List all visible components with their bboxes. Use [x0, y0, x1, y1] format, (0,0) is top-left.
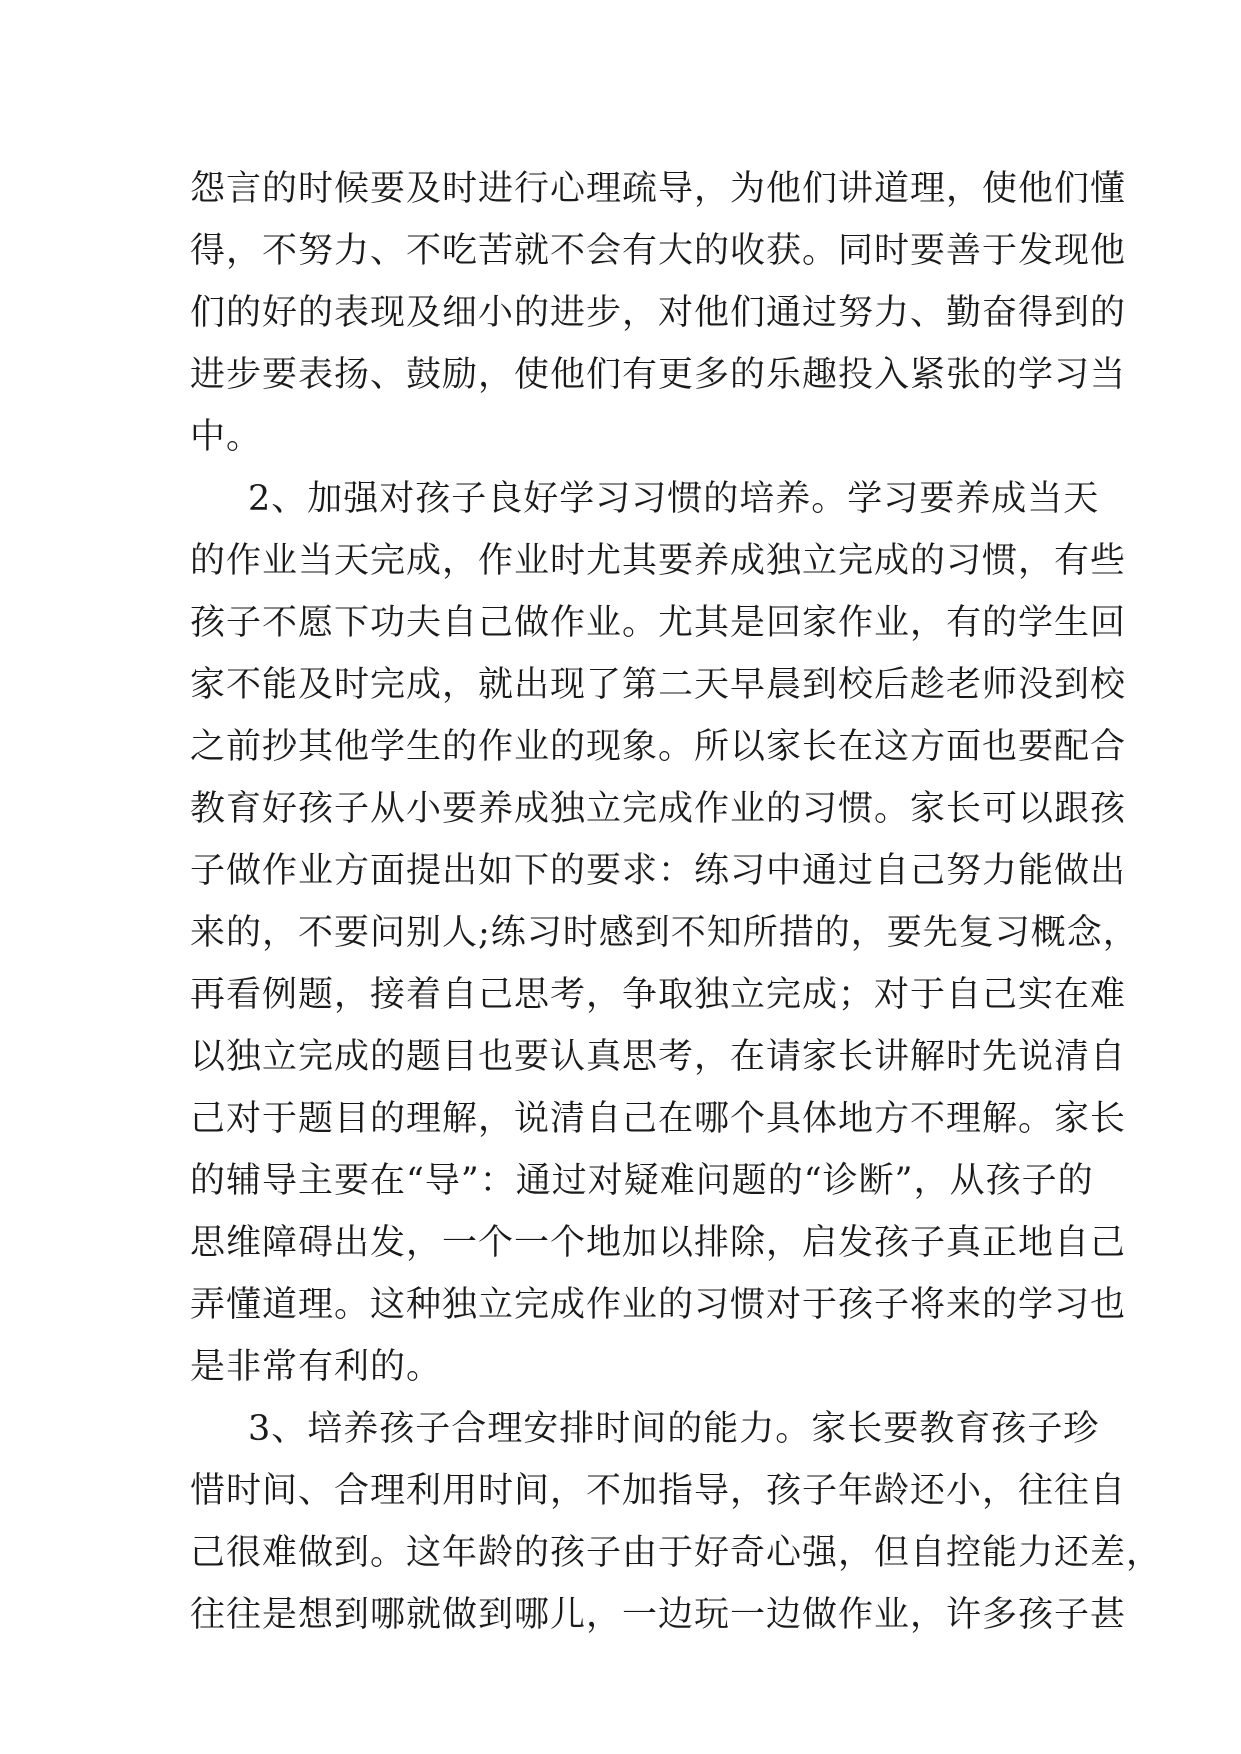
- text-line: 己对于题目的理解，说清自己在哪个具体地方不理解。家长: [190, 1099, 1127, 1139]
- text-line: 的辅导主要在“导”：通过对疑难问题的“诊断”，从孩子的: [190, 1161, 1094, 1201]
- text-line: 3、培养孩子合理安排时间的能力。家长要教育孩子珍: [248, 1409, 1100, 1449]
- text-line: 们的好的表现及细小的进步，对他们通过努力、勤奋得到的: [190, 293, 1127, 333]
- text-line: 2、加强对孩子良好学习习惯的培养。学习要养成当天: [248, 479, 1100, 519]
- text-line: 教育好孩子从小要养成独立完成作业的习惯。家长可以跟孩: [190, 789, 1127, 829]
- paragraph-item-2: [190, 468, 1139, 1398]
- text-line: 子做作业方面提出如下的要求：练习中通过自己努力能做出: [190, 851, 1127, 891]
- text-line: 孩子不愿下功夫自己做作业。尤其是回家作业，有的学生回: [190, 603, 1127, 643]
- text-line: 再看例题，接着自己思考，争取独立完成；对于自己实在难: [190, 975, 1127, 1015]
- text-line: 的作业当天完成，作业时尤其要养成独立完成的习惯，有些: [190, 541, 1127, 581]
- text-line: 得，不努力、不吃苦就不会有大的收获。同时要善于发现他: [190, 231, 1127, 271]
- text-line: 惜时间、合理利用时间，不加指导，孩子年龄还小，往往自: [190, 1471, 1127, 1511]
- text-line: 中。: [190, 417, 263, 457]
- paragraph-continuation: [190, 158, 1127, 468]
- text-line: 以独立完成的题目也要认真思考，在请家长讲解时先说清自: [190, 1037, 1127, 1077]
- document-body: [190, 158, 1163, 1646]
- text-line: 来的，不要问别人;练习时感到不知所措的，要先复习概念，: [190, 913, 1139, 953]
- paragraph-item-3: [190, 1398, 1163, 1646]
- text-line: 往往是想到哪就做到哪儿，一边玩一边做作业，许多孩子甚: [190, 1595, 1127, 1635]
- text-line: 思维障碍出发，一个一个地加以排除，启发孩子真正地自己: [190, 1223, 1127, 1263]
- text-line: 是非常有利的。: [190, 1347, 443, 1387]
- text-line: 进步要表扬、鼓励，使他们有更多的乐趣投入紧张的学习当: [190, 355, 1127, 395]
- text-line: 家不能及时完成，就出现了第二天早晨到校后趁老师没到校: [190, 665, 1127, 705]
- text-line: 己很难做到。这年龄的孩子由于好奇心强，但自控能力还差，: [190, 1533, 1163, 1573]
- text-line: 之前抄其他学生的作业的现象。所以家长在这方面也要配合: [190, 727, 1127, 767]
- text-line: 怨言的时候要及时进行心理疏导，为他们讲道理，使他们懂: [190, 169, 1127, 209]
- text-line: 弄懂道理。这种独立完成作业的习惯对于孩子将来的学习也: [190, 1285, 1127, 1325]
